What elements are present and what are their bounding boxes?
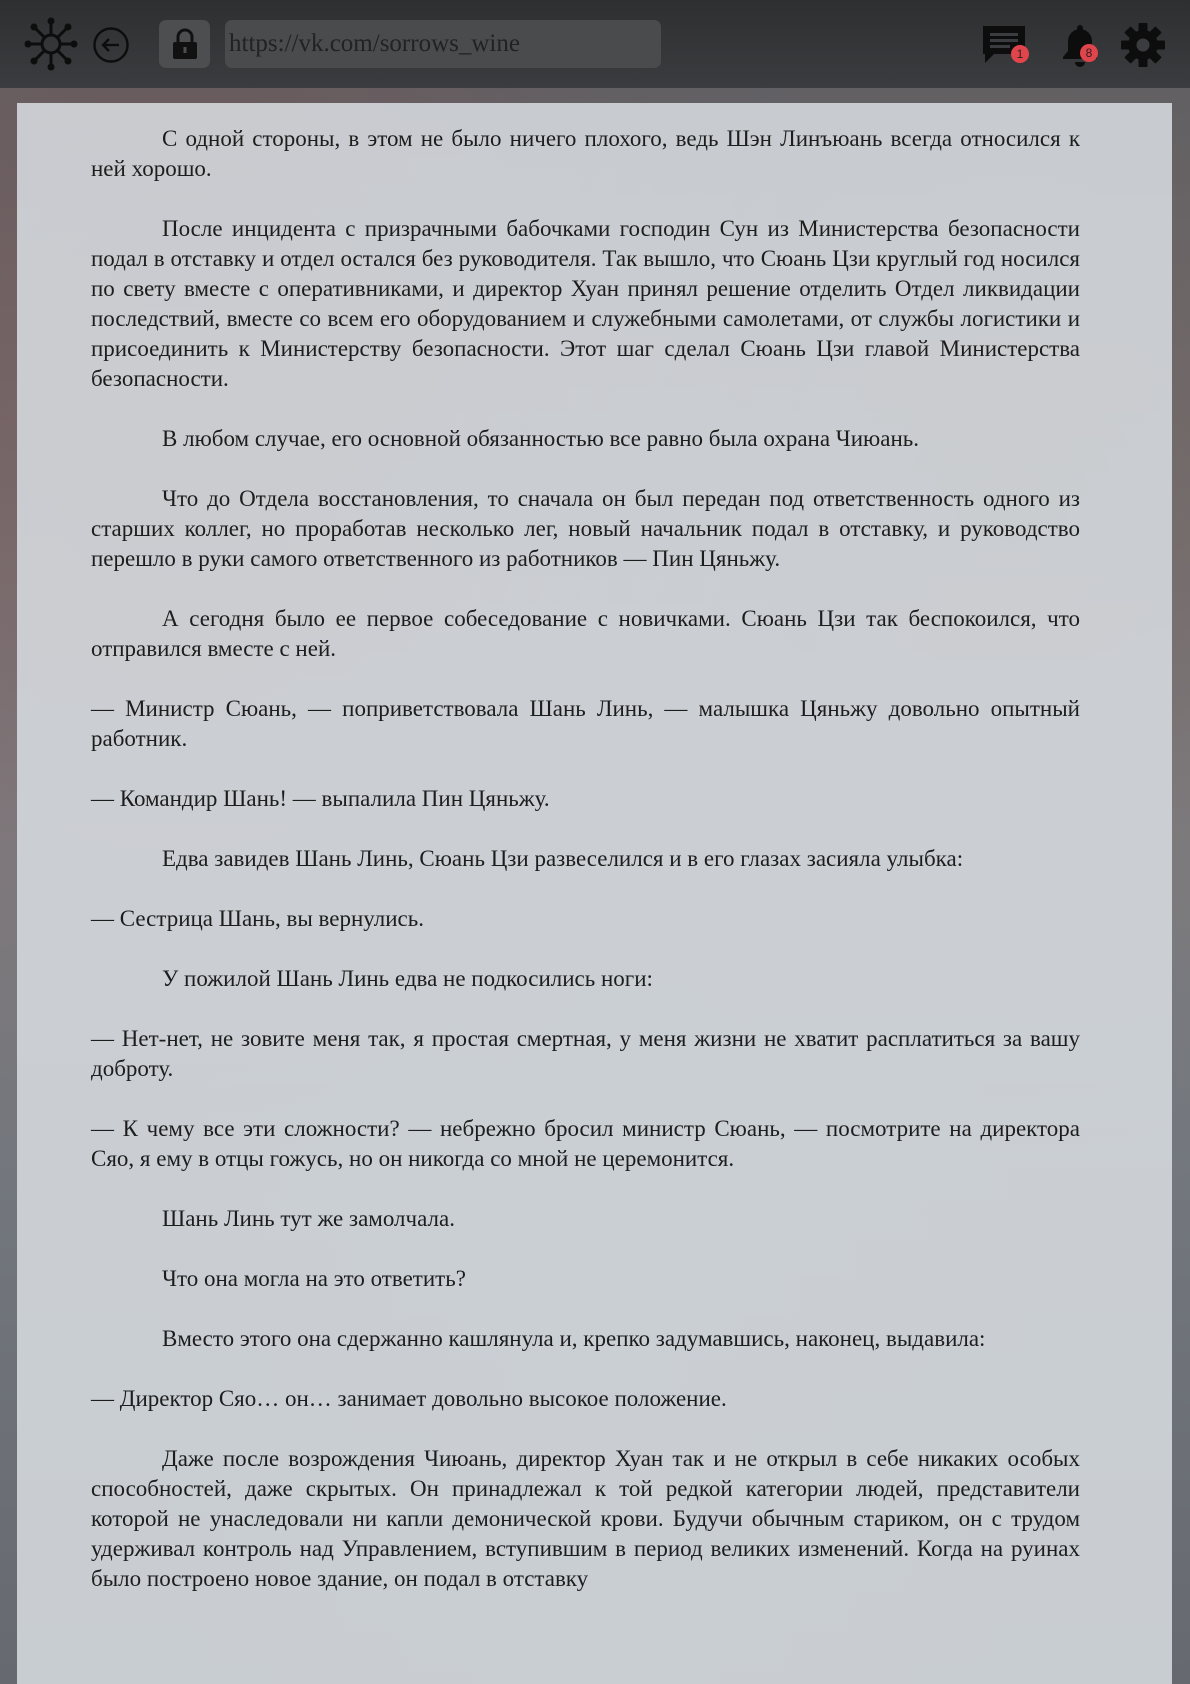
gear-icon[interactable] (1120, 22, 1166, 68)
paragraph: В любом случае, его основной обязанностью все равно была охрана Чиюань. (162, 426, 919, 451)
lock-icon (170, 28, 200, 60)
paragraph: Что до Отдела восстановления, то сначала он был передан под ответственность одного из старших коллег, но проработав несколько лег, новый начальник подал в отставку, и руководство перешло в руки самого ответственного из работников — Пин Цяньжу. (91, 486, 1080, 571)
paragraph: — Министр Сюань, — поприветствовала Шань Линь, — малышка Цяньжу довольно опытный работник. (91, 696, 1080, 751)
paragraph: Что она могла на это ответить? (162, 1266, 466, 1291)
paragraph: — Сестрица Шань, вы вернулись. (91, 906, 425, 931)
paragraph: Шань Линь тут же замолчала. (162, 1206, 455, 1231)
paragraph: Вместо этого она сдержанно кашлянула и, крепко задумавшись, наконец, выдавила: (162, 1326, 986, 1351)
notifications-count-badge: 8 (1080, 44, 1098, 62)
bell-icon[interactable] (1056, 22, 1104, 68)
paragraph: У пожилой Шань Линь едва не подкосились ноги: (162, 966, 653, 991)
paragraph: — К чему все эти сложности? — небрежно бросил министр Сюань, — посмотрите на директора Сяо, я ему в отцы гожусь, но он никогда со мной не церемонится. (91, 1116, 1080, 1171)
paragraph: После инцидента с призрачными бабочками господин Сун из Министерства безопасности подал в отставку и отдел остался без руководителя. Так вышло, что Сюань Цзи круглый год носился по свету вместе с оперативниками, и директор Хуан принял решение отделить Отдел ликвидации последствий, вместе со всем его оборудованием и служебными самолетами, от службы логистики и присоединить к Министерству безопасности. Этот шаг сделал Сюань Цзи главой Министерства безопасности. (91, 216, 1080, 391)
messages-count-badge: 1 (1011, 45, 1029, 63)
back-arrow-icon[interactable] (92, 26, 130, 64)
paragraph: — Командир Шань! — выпалила Пин Цяньжу. (91, 786, 550, 811)
paragraph: А сегодня было ее первое собеседование с новичками. Сюань Цзи так беспокоился, что отправился вместе с ней. (91, 606, 1080, 661)
article-page (17, 103, 1172, 1684)
network-hub-icon[interactable] (24, 16, 78, 72)
paragraph: С одной стороны, в этом не было ничего плохого, ведь Шэн Линъюань всегда относился к ней хорошо. (91, 126, 1080, 181)
paragraph: Даже после возрождения Чиюань, директор Хуан так и не открыл в себе никаких особых способностей, даже скрытых. Он принадлежал к той редкой категории людей, представители которой не унаследовали ни капли демонической крови. Будучи обычным стариком, он с трудом удерживал контроль над Управлением, вступившим в период великих изменений. Когда на руинах было построено новое здание, он подал в отставку (91, 1446, 1080, 1591)
paragraph: Едва завидев Шань Линь, Сюань Цзи развеселился и в его глазах засияла улыбка: (162, 846, 964, 871)
paragraph: — Нет-нет, не зовите меня так, я простая смертная, у меня жизни не хватит расплатиться за вашу доброту. (91, 1026, 1080, 1081)
browser-toolbar (0, 0, 1190, 88)
address-bar-input[interactable] (225, 20, 661, 68)
site-security-button[interactable] (159, 20, 210, 68)
paragraph: — Директор Сяо… он… занимает довольно высокое положение. (91, 1386, 727, 1411)
